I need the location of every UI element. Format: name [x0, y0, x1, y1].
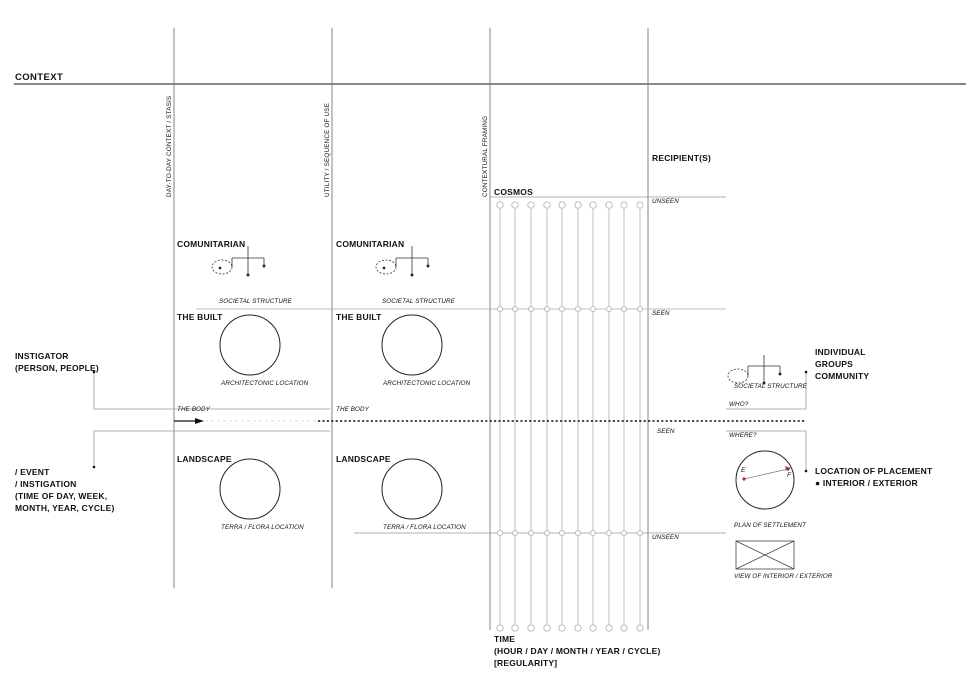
diagram-mark: [411, 274, 413, 276]
diagram-mark: [559, 202, 565, 208]
diagram-mark: [376, 260, 396, 274]
diagram-mark: [575, 625, 581, 631]
community-label: COMMUNITY: [815, 371, 870, 381]
diagram-mark: [590, 306, 595, 311]
diagram-mark: [497, 530, 502, 535]
diagram-mark: [805, 470, 808, 473]
diagram-mark: [621, 202, 627, 208]
seen-label-mid: SEEN: [657, 428, 675, 435]
diagram-mark: [544, 202, 550, 208]
individual-label: INDIVIDUAL: [815, 347, 866, 357]
regularity-label: [REGULARITY]: [494, 658, 558, 668]
landscape-label: LANDSCAPE: [177, 454, 232, 464]
diagram-mark: [728, 369, 748, 383]
recipients-label: RECIPIENT(S): [652, 153, 712, 163]
event-time-2: MONTH, YEAR, CYCLE): [15, 503, 115, 513]
diagram-mark: [512, 202, 518, 208]
diagram-mark: [219, 267, 221, 269]
settlement-vector: [744, 469, 788, 479]
diagram-mark: [512, 306, 517, 311]
diagram-mark: [805, 371, 808, 374]
comunitarian-glyph-2: [376, 246, 429, 276]
instigation-label: / INSTIGATION: [15, 479, 77, 489]
diagram-mark: [544, 625, 550, 631]
diagram-mark: [497, 202, 503, 208]
time-strands: [497, 202, 643, 631]
instigator-sub: (PERSON, PEOPLE): [15, 363, 99, 373]
architectonic-circle-1: [220, 315, 280, 375]
diagram-mark: [590, 202, 596, 208]
unseen-label-top: UNSEEN: [652, 198, 679, 205]
diagram-mark: [528, 530, 533, 535]
view-label: VIEW OF INTERIOR / EXTERIOR: [734, 573, 833, 580]
the-built-label: THE BUILT: [336, 312, 382, 322]
who-label: WHO?: [729, 401, 749, 408]
diagram-mark: [512, 625, 518, 631]
event-label: / EVENT: [15, 467, 50, 477]
the-built-label: THE BUILT: [177, 312, 223, 322]
diagram-mark: [512, 530, 517, 535]
diagram-mark: [575, 306, 580, 311]
comunitarian-label: COMUNITARIAN: [336, 239, 405, 249]
comunitarian-label: COMUNITARIAN: [177, 239, 246, 249]
event-time-1: (TIME OF DAY, WEEK,: [15, 491, 108, 501]
where-label: WHERE?: [729, 432, 757, 439]
societal-glyph-right: [728, 355, 781, 384]
diagram-mark: [544, 530, 549, 535]
diagram-mark: [528, 202, 534, 208]
diagram-mark: [606, 306, 611, 311]
diagram-mark: [621, 625, 627, 631]
the-body-label: THE BODY: [336, 406, 369, 413]
seen-label-top: SEEN: [652, 310, 670, 317]
unseen-label-bottom: UNSEEN: [652, 534, 679, 541]
diagram-mark: [528, 625, 534, 631]
diagram-mark: [212, 260, 232, 274]
diagram-mark: [93, 466, 96, 469]
diagram-mark: [637, 202, 643, 208]
the-body-label: THE BODY: [177, 406, 210, 413]
diagram-mark: [559, 625, 565, 631]
time-label: TIME: [494, 634, 516, 644]
diagram-mark: [528, 306, 533, 311]
point-f-label: F: [787, 472, 792, 479]
plan-of-settlement-label: PLAN OF SETTLEMENT: [734, 522, 807, 529]
view-box: [736, 541, 794, 569]
diagram-mark: [497, 306, 502, 311]
architectonic-label: ARCHITECTONIC LOCATION: [383, 380, 471, 387]
diagram-mark: [497, 625, 503, 631]
terra-label: TERRA / FLORA LOCATION: [221, 524, 304, 531]
diagram-mark: [637, 530, 642, 535]
societal-structure-label: SOCIETAL STRUCTURE: [219, 298, 292, 305]
diagram-mark: [637, 306, 642, 311]
instigator-label: INSTIGATOR: [15, 351, 69, 361]
cosmos-label: COSMOS: [494, 187, 533, 197]
instigator-connector: [94, 373, 330, 409]
comunitarian-glyph-1: [212, 246, 265, 276]
diagram-mark: [383, 267, 385, 269]
arrow-head: [195, 418, 204, 424]
diagram-mark: [779, 373, 781, 375]
diagram-mark: [621, 306, 626, 311]
diagram-mark: [559, 306, 564, 311]
point-f-dot: [786, 467, 789, 470]
groups-label: GROUPS: [815, 359, 854, 369]
diagram-mark: [559, 530, 564, 535]
terra-circle-2: [382, 459, 442, 519]
diagram-mark: [575, 202, 581, 208]
diagram-mark: [575, 530, 580, 535]
diagram-mark: [263, 265, 265, 267]
societal-structure-label-right: SOCIETAL STRUCTURE: [734, 383, 807, 390]
diagram-mark: [637, 625, 643, 631]
point-e-dot: [742, 477, 745, 480]
diagram-mark: [606, 625, 612, 631]
diagram-mark: [606, 530, 611, 535]
interior-exterior-label: ● INTERIOR / EXTERIOR: [815, 478, 918, 488]
diagram-mark: [621, 530, 626, 535]
diagram-mark: [247, 274, 249, 276]
diagram-mark: [590, 625, 596, 631]
column-label-framing: CONTEXTURAL FRAMING: [482, 115, 489, 197]
diagram-mark: [606, 202, 612, 208]
societal-structure-label: SOCIETAL STRUCTURE: [382, 298, 455, 305]
architectonic-label: ARCHITECTONIC LOCATION: [221, 380, 309, 387]
point-e-label: E: [741, 467, 746, 474]
time-units: (HOUR / DAY / MONTH / YEAR / CYCLE): [494, 646, 661, 656]
terra-circle-1: [220, 459, 280, 519]
diagram-mark: [590, 530, 595, 535]
landscape-label: LANDSCAPE: [336, 454, 391, 464]
column-label-sequence: UTILITY / SEQUENCE OF USE: [324, 102, 331, 197]
diagram-mark: [427, 265, 429, 267]
location-of-placement-label: LOCATION OF PLACEMENT: [815, 466, 933, 476]
page-title: CONTEXT: [15, 72, 64, 83]
architectonic-circle-2: [382, 315, 442, 375]
column-label-stasis: DAY-TO-DAY CONTEXT / STASIS: [166, 95, 173, 197]
diagram-mark: [544, 306, 549, 311]
terra-label: TERRA / FLORA LOCATION: [383, 524, 466, 531]
